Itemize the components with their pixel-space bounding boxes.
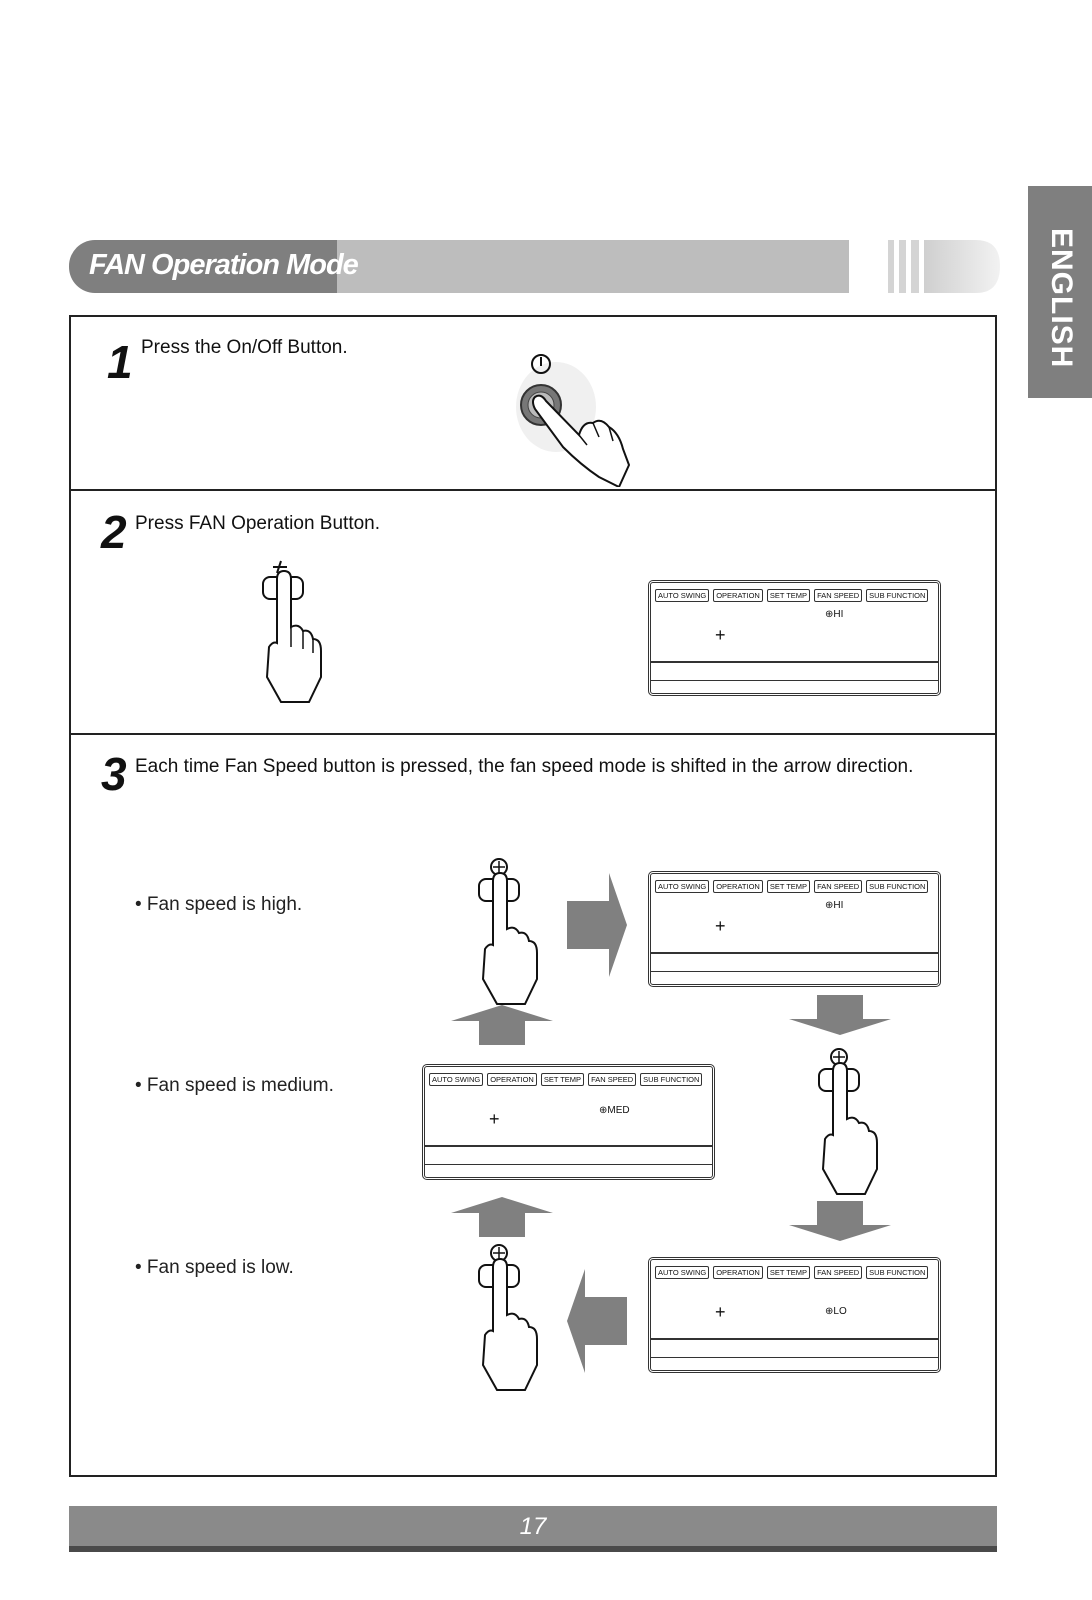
label-sub-function: SUB FUNCTION — [866, 589, 928, 602]
page-number: 17 — [519, 1513, 547, 1540]
fan-speed-value: MED — [607, 1105, 630, 1116]
header-decoration — [888, 240, 1003, 293]
step-text: Press the On/Off Button. — [141, 337, 348, 358]
label-operation: OPERATION — [713, 589, 763, 602]
arrow-down-icon — [789, 1201, 891, 1241]
fan-speed-indicator: ⊕MED — [599, 1105, 630, 1116]
fan-speed-indicator: ⊕HI — [825, 900, 844, 911]
display-line — [425, 1145, 712, 1147]
fan-mode-icon: + — [489, 1109, 500, 1129]
instructions-box — [69, 315, 997, 1477]
step-divider — [71, 733, 995, 735]
step-number: 1 — [107, 336, 133, 388]
arrow-down-icon — [789, 995, 891, 1035]
label-set-temp: SET TEMP — [541, 1073, 584, 1086]
label-auto-swing: AUTO SWING — [655, 589, 709, 602]
fan-speed-indicator: ⊕HI — [825, 609, 844, 620]
step-text: Press FAN Operation Button. — [135, 513, 381, 534]
fan-mode-button-hand-icon — [259, 557, 329, 707]
display-labels — [429, 1073, 702, 1086]
display-panel-medium — [422, 1064, 715, 1180]
label-set-temp: SET TEMP — [767, 1266, 810, 1279]
label-operation: OPERATION — [713, 1266, 763, 1279]
label-fan-speed: FAN SPEED — [814, 589, 862, 602]
section-header — [69, 240, 849, 293]
label-auto-swing: AUTO SWING — [429, 1073, 483, 1086]
fan-speed-medium-text: • Fan speed is medium. — [135, 1075, 334, 1096]
fan-speed-value: HI — [833, 900, 844, 911]
display-panel-low — [648, 1257, 941, 1373]
display-line — [651, 952, 938, 954]
power-button-hand-icon — [501, 337, 641, 487]
fan-mode-icon: + — [715, 1302, 726, 1322]
arrow-up-icon — [451, 1197, 553, 1237]
display-line — [651, 661, 938, 663]
display-labels — [655, 1266, 928, 1279]
step-text: Each time Fan Speed button is pressed, the fan speed mode is shifted in the arrow direction. — [135, 756, 914, 777]
display-labels — [655, 880, 928, 893]
label-fan-speed: FAN SPEED — [588, 1073, 636, 1086]
label-operation: OPERATION — [487, 1073, 537, 1086]
label-operation: OPERATION — [713, 880, 763, 893]
display-line — [651, 971, 938, 972]
arrow-left-icon — [565, 1269, 627, 1373]
label-sub-function: SUB FUNCTION — [866, 880, 928, 893]
arrow-right-icon — [567, 873, 629, 977]
fan-speed-low-text: • Fan speed is low. — [135, 1257, 294, 1278]
arrow-up-icon — [451, 1005, 553, 1045]
label-fan-speed: FAN SPEED — [814, 1266, 862, 1279]
display-panel-fan — [648, 580, 941, 696]
label-set-temp: SET TEMP — [767, 589, 810, 602]
fan-mode-icon: + — [715, 625, 726, 645]
fan-mode-icon: + — [715, 916, 726, 936]
display-line — [425, 1164, 712, 1165]
fan-speed-value: HI — [833, 609, 844, 620]
display-panel-high — [648, 871, 941, 987]
fan-speed-button-hand-icon — [815, 1047, 885, 1197]
page-title: FAN Operation Mode — [89, 249, 358, 281]
fan-speed-indicator: ⊕LO — [825, 1306, 847, 1317]
display-line — [651, 1357, 938, 1358]
display-labels — [655, 589, 928, 602]
step-divider — [71, 489, 995, 491]
fan-speed-button-hand-icon — [475, 857, 545, 1007]
step-number: 3 — [101, 748, 127, 800]
label-auto-swing: AUTO SWING — [655, 880, 709, 893]
label-sub-function: SUB FUNCTION — [640, 1073, 702, 1086]
display-line — [651, 1338, 938, 1340]
fan-speed-high-text: • Fan speed is high. — [135, 894, 303, 915]
footer-divider — [69, 1546, 997, 1552]
label-fan-speed: FAN SPEED — [814, 880, 862, 893]
language-tab — [1028, 186, 1092, 398]
display-line — [651, 680, 938, 681]
fan-speed-value: LO — [833, 1306, 847, 1317]
label-sub-function: SUB FUNCTION — [866, 1266, 928, 1279]
header-light-segment — [337, 240, 849, 293]
step-number: 2 — [101, 506, 127, 558]
label-set-temp: SET TEMP — [767, 880, 810, 893]
label-auto-swing: AUTO SWING — [655, 1266, 709, 1279]
fan-speed-button-hand-icon — [475, 1243, 545, 1393]
language-label: ENGLISH — [1045, 228, 1078, 369]
